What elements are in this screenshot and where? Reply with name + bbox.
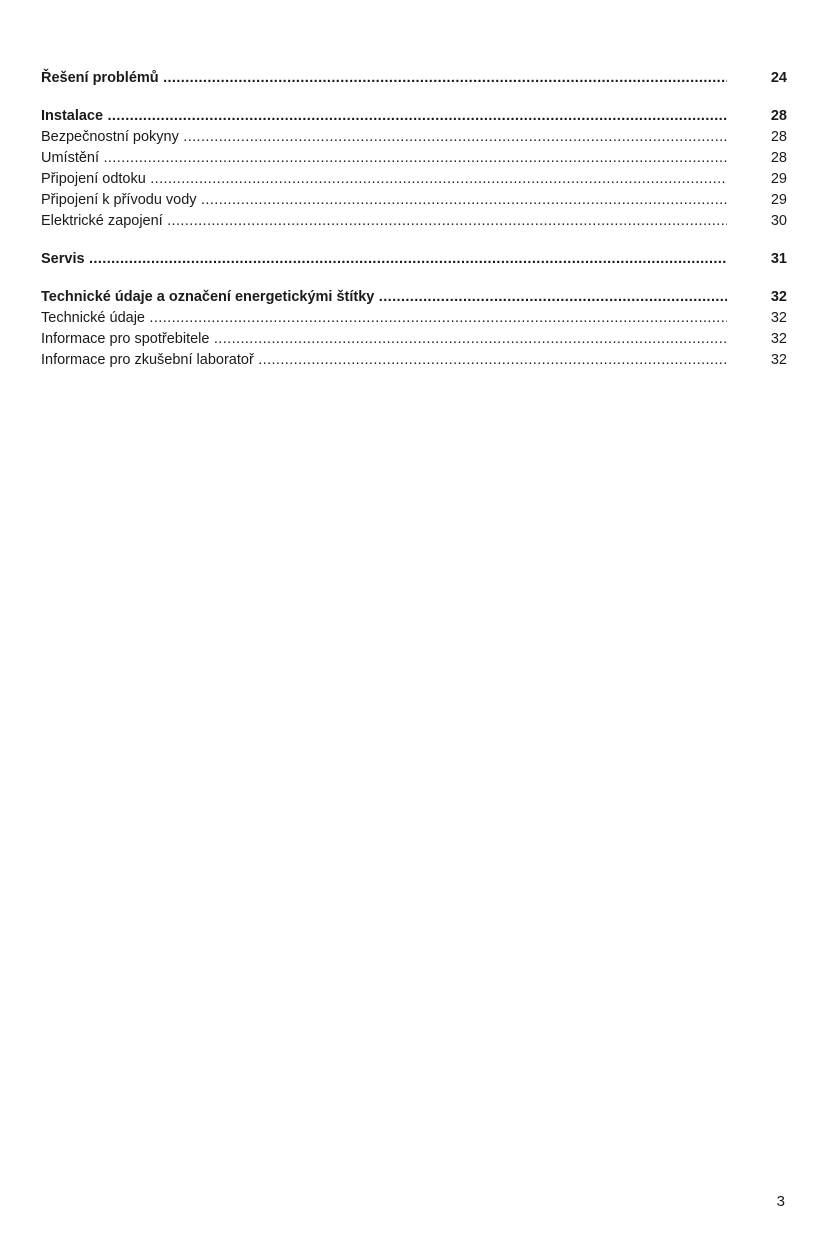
toc-group-gap <box>41 270 787 287</box>
toc-entry-water-supply-connection[interactable] <box>41 190 787 211</box>
toc-entry-title: Umístění ..... <box>41 148 727 169</box>
toc-entry-title: Technické údaje a označení energetickými štítky ..... <box>41 287 727 308</box>
toc-entry-title: Řešení problémů ..... <box>41 68 727 89</box>
toc-entry-service[interactable] <box>41 249 787 270</box>
toc-entry-title: Informace pro zkušební laboratoř ..... <box>41 350 727 371</box>
toc-group-gap <box>41 232 787 249</box>
toc-entry-page: 31 <box>770 251 787 267</box>
toc-entry-page: 28 <box>770 150 787 166</box>
toc-entry-technical-data[interactable] <box>41 308 787 329</box>
toc-entry-title: Elektrické zapojení ..... <box>41 211 727 232</box>
toc-entry-title: Informace pro spotřebitele ..... <box>41 329 727 350</box>
toc-group-gap <box>41 89 787 106</box>
toc-entry-title: Bezpečnostní pokyny ..... <box>41 127 727 148</box>
toc-entry-troubleshooting[interactable] <box>41 68 787 89</box>
toc-entry-page: 29 <box>770 192 787 208</box>
toc-entry-page: 28 <box>770 129 787 145</box>
toc-entry-page: 32 <box>770 310 787 326</box>
toc-entry-page: 32 <box>770 352 787 368</box>
toc-entry-page: 28 <box>770 108 787 124</box>
toc-entry-title: Připojení k přívodu vody ..... <box>41 190 727 211</box>
toc-entry-title: Technické údaje ..... <box>41 308 727 329</box>
toc-entry-title: Připojení odtoku ..... <box>41 169 727 190</box>
toc-entry-page: 24 <box>770 70 787 86</box>
toc-entry-page: 29 <box>770 171 787 187</box>
toc-entry-placement[interactable] <box>41 148 787 169</box>
toc-entry-test-laboratory-information[interactable] <box>41 350 787 371</box>
toc-entry-technical-data-and-energy-labels[interactable] <box>41 287 787 308</box>
toc-entry-title: Servis ..... <box>41 249 727 270</box>
toc-entry-installation[interactable] <box>41 106 787 127</box>
toc-entry-consumer-information[interactable] <box>41 329 787 350</box>
page-number: 3 <box>776 1193 785 1210</box>
toc-entry-safety-instructions[interactable] <box>41 127 787 148</box>
toc-entry-electrical-connection[interactable] <box>41 211 787 232</box>
toc-entry-page: 32 <box>770 331 787 347</box>
toc-entry-page: 30 <box>770 213 787 229</box>
toc-entry-drain-connection[interactable] <box>41 169 787 190</box>
table-of-contents <box>41 68 787 371</box>
toc-entry-page: 32 <box>770 289 787 305</box>
toc-entry-title: Instalace ..... <box>41 106 727 127</box>
